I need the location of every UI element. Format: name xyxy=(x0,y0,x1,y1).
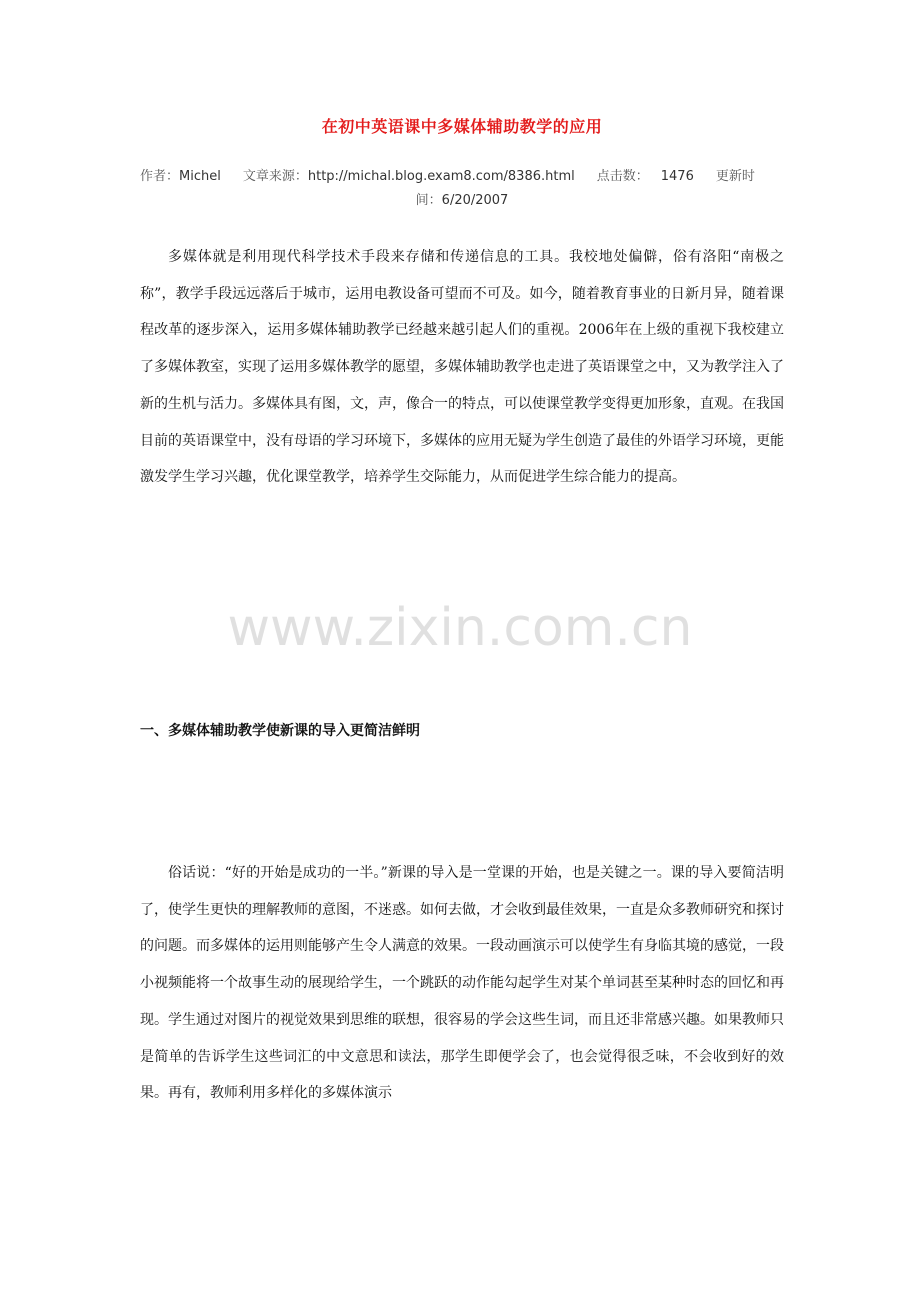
hits-label: 点击数： xyxy=(596,169,649,184)
author-name: Michel xyxy=(179,169,221,184)
hits-count: 1476 xyxy=(660,169,694,184)
source-label: 文章来源： xyxy=(242,169,308,184)
watermark-text: www.zixin.com.cn xyxy=(227,598,693,658)
intro-paragraph: 多媒体就是利用现代科学技术手段来存储和传递信息的工具。我校地处偏僻，俗有洛阳“南极之称”，教学手段远远落后于城市，运用电教设备可望而不可及。如今，随着教育事业的日新月异，随着课程改革的逐步深入，运用多媒体辅助教学已经越来越引起人们的重视。2006年在上级的重视下我校建立了多媒体教室，实现了运用多媒体教学的愿望，多媒体辅助教学也走进了英语课堂之中，又为教学注入了新的生机与活力。多媒体具有图，文，声，像合一的特点，可以使课堂教学变得更加形象，直观。在我国目前的英语课堂中，没有母语的学习环境下，多媒体的应用无疑为学生创造了最佳的外语学习环境，更能激发学生学习兴趣，优化课堂教学，培养学生交际能力，从而促进学生综合能力的提高。 xyxy=(140,249,784,486)
updated-label-part2: 间： xyxy=(415,193,442,208)
article-title: 在初中英语课中多媒体辅助教学的应用 xyxy=(321,117,603,136)
updated-date: 6/20/2007 xyxy=(441,193,509,208)
section-heading: 一、多媒体辅助教学使新课的导入更简洁鲜明 xyxy=(140,723,420,739)
updated-label-part1: 更新时 xyxy=(715,169,755,184)
article-meta xyxy=(140,165,784,213)
author-label: 作者： xyxy=(140,169,180,184)
source-url: http://michal.blog.exam8.com/8386.html xyxy=(307,169,575,184)
section-paragraph: 俗话说：“好的开始是成功的一半。”新课的导入是一堂课的开始，也是关键之一。课的导入要简洁明了，使学生更快的理解教师的意图，不迷惑。如何去做，才会收到最佳效果，一直是众多教师研究和探讨的问题。而多媒体的运用则能够产生令人满意的效果。一段动画演示可以使学生有身临其境的感觉，一段小视频能将一个故事生动的展现给学生，一个跳跃的动作能勾起学生对某个单词甚至某种时态的回忆和再现。学生通过对图片的视觉效果到思维的联想，很容易的学会这些生词，而且还非常感兴趣。如果教师只是简单的告诉学生这些词汇的中文意思和读法，那学生即便学会了，也会觉得很乏味，不会收到好的效果。再有，教师利用多样化的多媒体演示 xyxy=(140,865,784,1102)
